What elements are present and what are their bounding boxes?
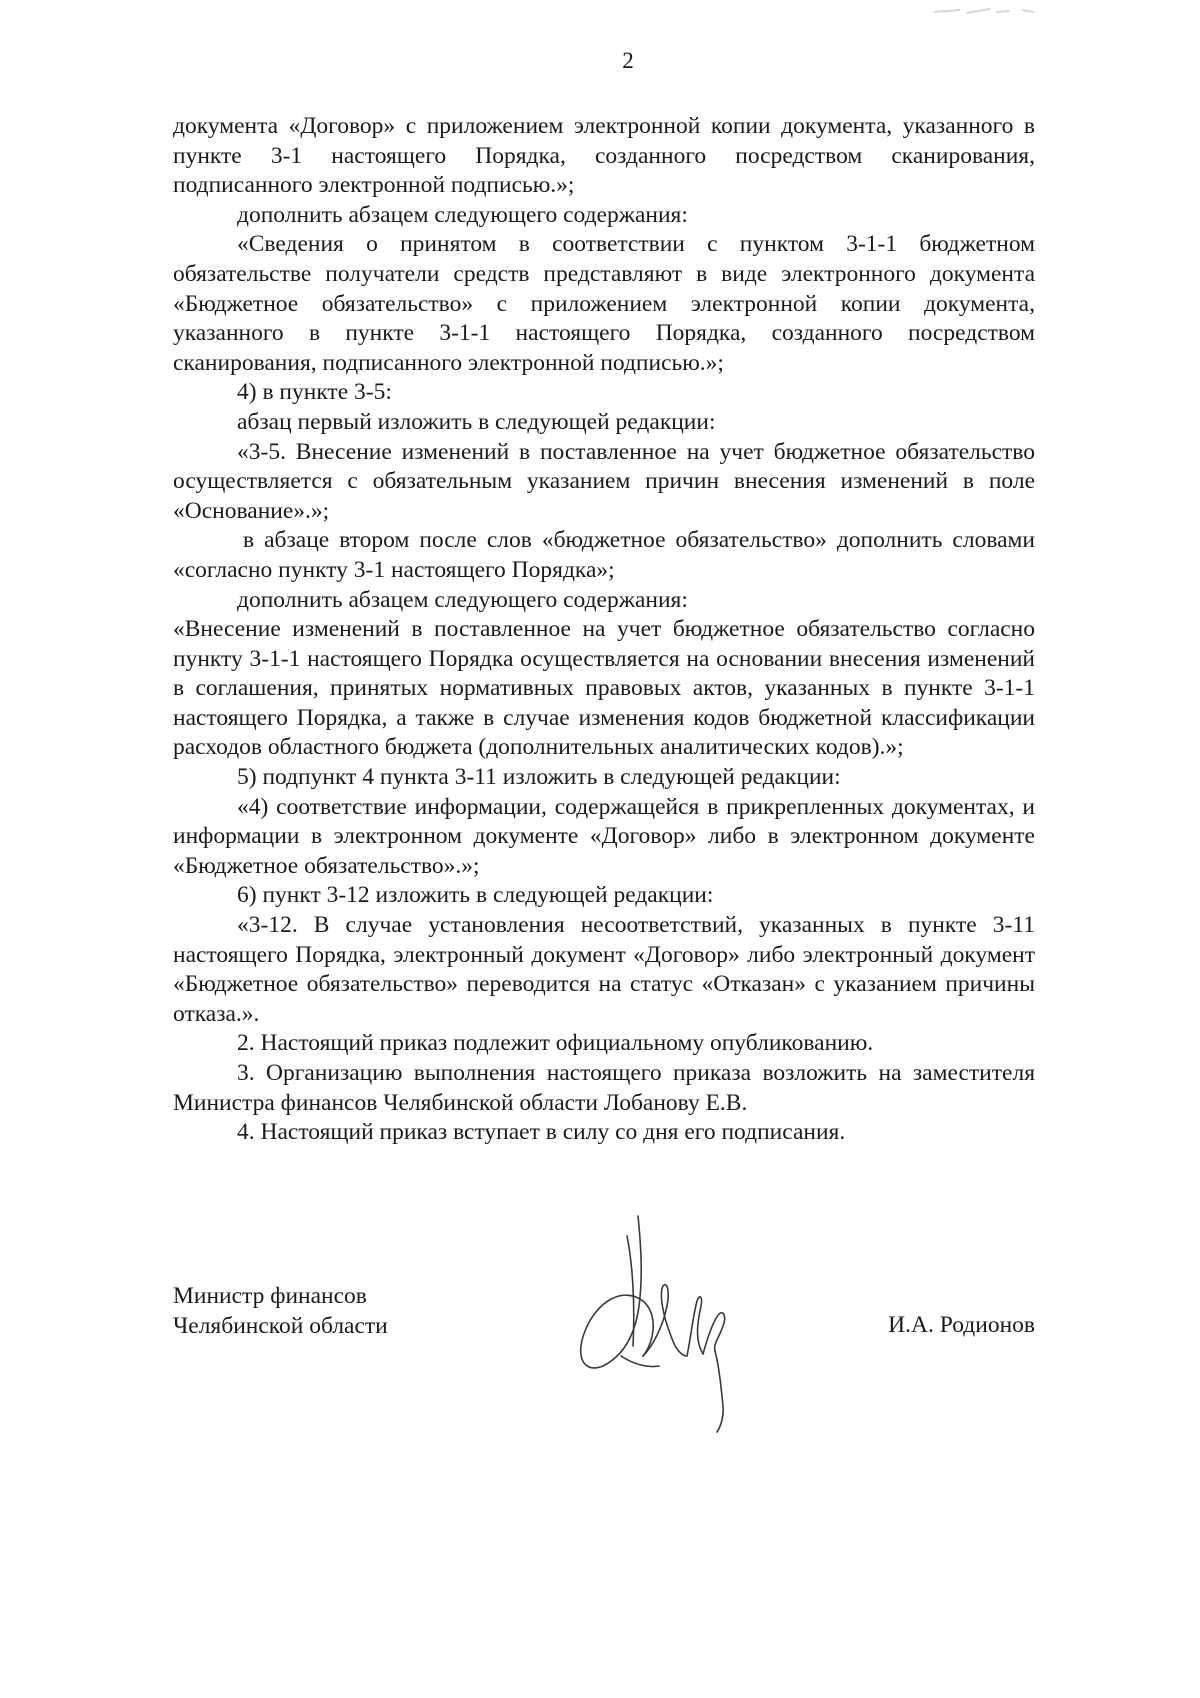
signature-block	[173, 1282, 1035, 1422]
page-number: 2	[622, 48, 634, 73]
paragraph: «3-12. В случае установления несоответствий, указанных в пункте 3-11 настоящего Порядка, электронный документ «Договор» либо электронный документ «Бюджетное обязательство» переводится на статус «Отказан» с указанием причины отказа.».	[173, 912, 1035, 1027]
paragraph: дополнить абзацем следующего содержания:	[237, 586, 688, 613]
signer-position	[173, 1282, 503, 1341]
paragraph: «3-5. Внесение изменений в поставленное на учет бюджетное обязательство осуществляется с обязательным указанием причин внесения изменений в поле «Основание».»;	[173, 438, 1035, 524]
document-body	[173, 112, 1035, 1148]
paragraph: 3. Организацию выполнения настоящего приказа возложить на заместителя Министра финансов Челябинской области Лобанову Е.В.	[173, 1060, 1035, 1116]
signer-position-line: Челябинской области	[173, 1312, 388, 1339]
paragraph: абзац первый изложить в следующей редакции:	[237, 408, 716, 435]
paragraph: 4. Настоящий приказ вступает в силу со дня его подписания.	[237, 1119, 846, 1146]
scan-artifact	[930, 4, 1050, 18]
handwritten-signature	[563, 1206, 763, 1436]
paragraph: «4) соответствие информации, содержащейся в прикрепленных документах, и информации в электронном документе «Договор» либо в электронном документе «Бюджетное обязательство».»;	[173, 793, 1035, 879]
paragraph: «Внесение изменений в поставленное на учет бюджетное обязательство согласно пункту 3-1-1 настоящего Порядка осуществляется на основании внесения изменений в соглашения, принятых нормативных правовых актов, указанных в пункте 3-1-1 настоящего Порядка, а также в случае изменения кодов бюджетной классификации расходов областного бюджета (дополнительных аналитических кодов).»;	[173, 616, 1035, 761]
paragraph: «Сведения о принятом в соответствии с пунктом 3-1-1 бюджетном обязательстве получатели средств представляют в виде электронного документа «Бюджетное обязательство» с приложением электронной копии документа, указанного в пункте 3-1-1 настоящего Порядка, созданного посредством сканирования, подписанного электронной подписью.»;	[173, 231, 1035, 376]
paragraph: в абзаце втором после слов «бюджетное обязательство» дополнить словами «согласно пункту 3-1 настоящего Порядка»;	[173, 527, 1035, 583]
paragraph: 6) пункт 3-12 изложить в следующей редакции:	[237, 882, 714, 909]
signer-name: И.А. Родионов	[888, 1312, 1035, 1338]
paragraph: 2. Настоящий приказ подлежит официальному опубликованию.	[237, 1030, 874, 1057]
paragraph: 5) подпункт 4 пункта 3-11 изложить в следующей редакции:	[237, 764, 841, 791]
paragraph: документа «Договор» с приложением электронной копии документа, указанного в пункте 3-1 настоящего Порядка, созданного посредством сканирования, подписанного электронной подписью.»;	[173, 113, 1035, 199]
paragraph: дополнить абзацем следующего содержания:	[237, 201, 688, 228]
signer-position-line: Министр финансов	[173, 1283, 367, 1309]
paragraph: 4) в пункте 3-5:	[237, 379, 392, 406]
